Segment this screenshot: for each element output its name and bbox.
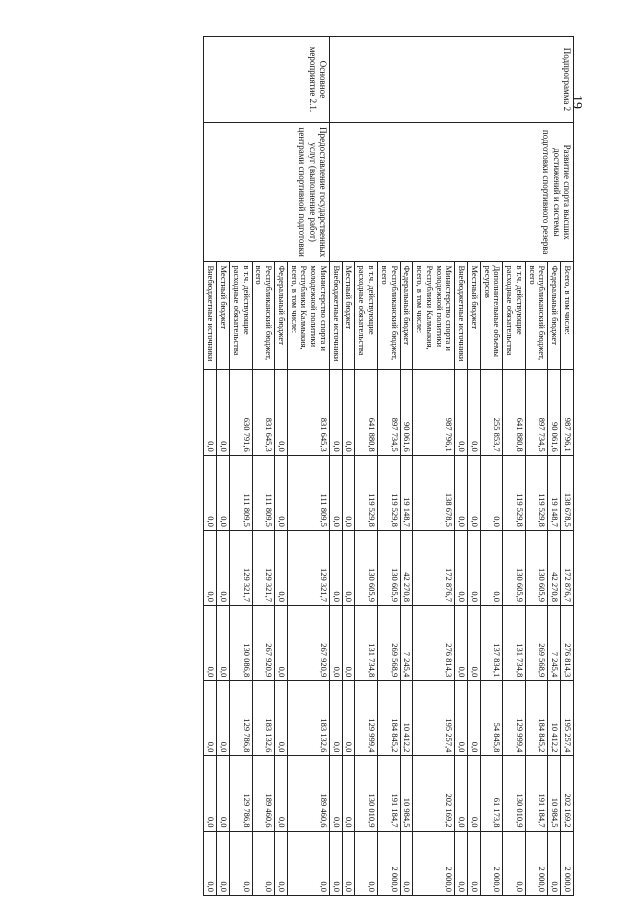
amount-cell: 0,0 <box>480 530 503 605</box>
amount-cell: 276 814,3 <box>413 606 455 681</box>
program-name-cell: Основное мероприятие 2.1. <box>204 37 329 123</box>
amount-cell: 172 876,7 <box>561 530 574 605</box>
funding-source-cell: Республиканский бюджет, всего <box>377 262 400 369</box>
amount-cell: 630 791,6 <box>230 369 253 455</box>
amount-cell: 255 853,7 <box>480 369 503 455</box>
amount-cell: 897 734,5 <box>525 369 548 455</box>
amount-cell: 42 270,8 <box>548 530 561 605</box>
amount-cell: 0,0 <box>468 831 481 895</box>
amount-cell: 202 169,2 <box>413 756 455 831</box>
amount-cell: 0,0 <box>480 455 503 530</box>
amount-cell: 137 834,1 <box>480 606 503 681</box>
page-number: 19 <box>569 95 584 109</box>
amount-cell: 10 984,5 <box>400 756 413 831</box>
rotated-table-container <box>104 36 574 896</box>
amount-cell: 0,0 <box>217 606 230 681</box>
amount-cell: 276 814,3 <box>561 606 574 681</box>
funding-source-cell: Внебюджетные источники <box>204 262 217 369</box>
amount-cell: 184 845,2 <box>377 681 400 756</box>
amount-cell: 0,0 <box>217 369 230 455</box>
amount-cell: 0,0 <box>468 606 481 681</box>
amount-cell: 987 796,1 <box>561 369 574 455</box>
amount-cell: 195 257,4 <box>561 681 574 756</box>
amount-cell: 0,0 <box>204 831 217 895</box>
amount-cell: 172 876,7 <box>413 530 455 605</box>
amount-cell: 0,0 <box>204 681 217 756</box>
amount-cell: 195 257,4 <box>413 681 455 756</box>
amount-cell: 641 880,8 <box>355 369 378 455</box>
amount-cell: 0,0 <box>455 455 468 530</box>
amount-cell: 831 645,3 <box>252 369 275 455</box>
amount-cell: 0,0 <box>455 681 468 756</box>
amount-cell: 129 321,7 <box>287 530 329 605</box>
funding-source-cell: Местный бюджет <box>217 262 230 369</box>
amount-cell: 2 000,0 <box>377 831 400 895</box>
funding-source-cell: Всего, в том числе: <box>561 262 574 369</box>
program-name-cell: Подпрограмма 2 <box>329 37 573 123</box>
funding-source-cell: Министерство спорта и молодежной политики Республики Калмыкия, всего, в том числе: <box>413 262 455 369</box>
amount-cell: 0,0 <box>355 831 378 895</box>
amount-cell: 0,0 <box>342 530 355 605</box>
amount-cell: 183 132,6 <box>287 681 329 756</box>
amount-cell: 131 734,8 <box>355 606 378 681</box>
amount-cell: 111 809,5 <box>287 455 329 530</box>
amount-cell: 0,0 <box>503 831 526 895</box>
amount-cell: 0,0 <box>329 455 342 530</box>
amount-cell: 19 148,7 <box>400 455 413 530</box>
amount-cell: 0,0 <box>455 530 468 605</box>
amount-cell: 0,0 <box>468 369 481 455</box>
amount-cell: 119 529,8 <box>377 455 400 530</box>
amount-cell: 129 321,7 <box>230 530 253 605</box>
amount-cell: 2 000,0 <box>525 831 548 895</box>
amount-cell: 0,0 <box>468 756 481 831</box>
funding-source-cell: Внебюджетные источники <box>455 262 468 369</box>
amount-cell: 0,0 <box>217 530 230 605</box>
amount-cell: 0,0 <box>275 606 288 681</box>
amount-cell: 0,0 <box>275 756 288 831</box>
amount-cell: 119 529,8 <box>355 455 378 530</box>
amount-cell: 269 568,9 <box>377 606 400 681</box>
amount-cell: 119 529,8 <box>525 455 548 530</box>
amount-cell: 111 809,5 <box>252 455 275 530</box>
amount-cell: 202 169,2 <box>561 756 574 831</box>
amount-cell: 0,0 <box>204 756 217 831</box>
funding-source-cell: Местный бюджет <box>468 262 481 369</box>
amount-cell: 641 880,8 <box>503 369 526 455</box>
amount-cell: 0,0 <box>342 369 355 455</box>
amount-cell: 119 529,8 <box>503 455 526 530</box>
amount-cell: 0,0 <box>455 756 468 831</box>
amount-cell: 831 645,3 <box>287 369 329 455</box>
funding-source-cell: Федеральный бюджет <box>548 262 561 369</box>
amount-cell: 189 460,6 <box>287 756 329 831</box>
amount-cell: 0,0 <box>342 455 355 530</box>
amount-cell: 111 809,5 <box>230 455 253 530</box>
amount-cell: 90 061,6 <box>548 369 561 455</box>
amount-cell: 269 568,9 <box>525 606 548 681</box>
amount-cell: 191 184,7 <box>525 756 548 831</box>
amount-cell: 0,0 <box>275 831 288 895</box>
amount-cell: 189 460,6 <box>252 756 275 831</box>
amount-cell: 0,0 <box>217 831 230 895</box>
amount-cell: 0,0 <box>204 455 217 530</box>
amount-cell: 0,0 <box>217 455 230 530</box>
amount-cell: 0,0 <box>455 606 468 681</box>
amount-cell: 129 999,4 <box>355 681 378 756</box>
amount-cell: 0,0 <box>204 369 217 455</box>
amount-cell: 0,0 <box>329 831 342 895</box>
amount-cell: 129 321,7 <box>252 530 275 605</box>
amount-cell: 129 786,8 <box>230 681 253 756</box>
amount-cell: 10 984,5 <box>548 756 561 831</box>
amount-cell: 129 786,8 <box>230 756 253 831</box>
amount-cell: 42 270,8 <box>400 530 413 605</box>
amount-cell: 0,0 <box>400 831 413 895</box>
amount-cell: 0,0 <box>342 606 355 681</box>
funding-source-cell: в т.ч. действующие расходные обязательства <box>355 262 378 369</box>
amount-cell: 0,0 <box>204 530 217 605</box>
funding-source-cell: Республиканский бюджет, всего <box>525 262 548 369</box>
funding-source-cell: Дополнительные объемы ресурсов <box>480 262 503 369</box>
amount-cell: 130 605,9 <box>355 530 378 605</box>
amount-cell: 2 000,0 <box>413 831 455 895</box>
program-description-cell: Предоставление государственных услуг (выполнение работ) центрами спортивной подготовки <box>204 122 329 262</box>
amount-cell: 0,0 <box>329 756 342 831</box>
funding-source-cell: Местный бюджет <box>342 262 355 369</box>
amount-cell: 0,0 <box>468 530 481 605</box>
amount-cell: 0,0 <box>275 369 288 455</box>
funding-source-cell: Федеральный бюджет <box>275 262 288 369</box>
amount-cell: 0,0 <box>204 606 217 681</box>
amount-cell: 130 010,9 <box>355 756 378 831</box>
amount-cell: 0,0 <box>455 369 468 455</box>
amount-cell: 0,0 <box>217 756 230 831</box>
amount-cell: 130 605,9 <box>525 530 548 605</box>
amount-cell: 184 845,2 <box>525 681 548 756</box>
program-description-cell: Развитие спорта высших достижений и системы подготовки спортивного резерва <box>329 122 573 262</box>
amount-cell: 131 734,8 <box>503 606 526 681</box>
amount-cell: 138 678,5 <box>561 455 574 530</box>
amount-cell: 0,0 <box>275 681 288 756</box>
amount-cell: 0,0 <box>329 606 342 681</box>
amount-cell: 90 061,6 <box>400 369 413 455</box>
amount-cell: 0,0 <box>455 831 468 895</box>
table-row <box>561 37 574 896</box>
funding-source-cell: в т.ч. действующие расходные обязательства <box>230 262 253 369</box>
amount-cell: 897 734,5 <box>377 369 400 455</box>
amount-cell: 61 173,8 <box>480 756 503 831</box>
amount-cell: 10 412,2 <box>400 681 413 756</box>
amount-cell: 183 132,6 <box>252 681 275 756</box>
amount-cell: 130 605,9 <box>377 530 400 605</box>
amount-cell: 0,0 <box>342 831 355 895</box>
amount-cell: 0,0 <box>342 681 355 756</box>
funding-source-cell: Федеральный бюджет <box>400 262 413 369</box>
amount-cell: 0,0 <box>468 455 481 530</box>
amount-cell: 2 000,0 <box>480 831 503 895</box>
amount-cell: 0,0 <box>217 681 230 756</box>
amount-cell: 7 245,4 <box>400 606 413 681</box>
amount-cell: 0,0 <box>342 756 355 831</box>
funding-source-cell: Республиканский бюджет, всего <box>252 262 275 369</box>
amount-cell: 0,0 <box>230 831 253 895</box>
amount-cell: 0,0 <box>275 455 288 530</box>
amount-cell: 0,0 <box>287 831 329 895</box>
amount-cell: 19 148,7 <box>548 455 561 530</box>
funding-source-cell: Внебюджетные источники <box>329 262 342 369</box>
amount-cell: 267 920,9 <box>252 606 275 681</box>
amount-cell: 0,0 <box>468 681 481 756</box>
amount-cell: 191 184,7 <box>377 756 400 831</box>
amount-cell: 2 000,0 <box>561 831 574 895</box>
amount-cell: 54 845,8 <box>480 681 503 756</box>
budget-table <box>204 36 575 896</box>
table-row <box>287 37 329 896</box>
amount-cell: 130 605,9 <box>503 530 526 605</box>
amount-cell: 267 920,9 <box>287 606 329 681</box>
amount-cell: 130 010,9 <box>503 756 526 831</box>
amount-cell: 0,0 <box>329 369 342 455</box>
amount-cell: 0,0 <box>329 530 342 605</box>
amount-cell: 0,0 <box>548 831 561 895</box>
amount-cell: 987 796,1 <box>413 369 455 455</box>
funding-source-cell: Министерство спорта и молодежной политики Республики Калмыкия, всего, в том числе: <box>287 262 329 369</box>
amount-cell: 129 999,4 <box>503 681 526 756</box>
amount-cell: 0,0 <box>329 681 342 756</box>
amount-cell: 10 412,2 <box>548 681 561 756</box>
amount-cell: 130 086,8 <box>230 606 253 681</box>
amount-cell: 7 245,4 <box>548 606 561 681</box>
amount-cell: 0,0 <box>252 831 275 895</box>
amount-cell: 138 678,5 <box>413 455 455 530</box>
amount-cell: 0,0 <box>275 530 288 605</box>
funding-source-cell: в т.ч. действующие расходные обязательства <box>503 262 526 369</box>
